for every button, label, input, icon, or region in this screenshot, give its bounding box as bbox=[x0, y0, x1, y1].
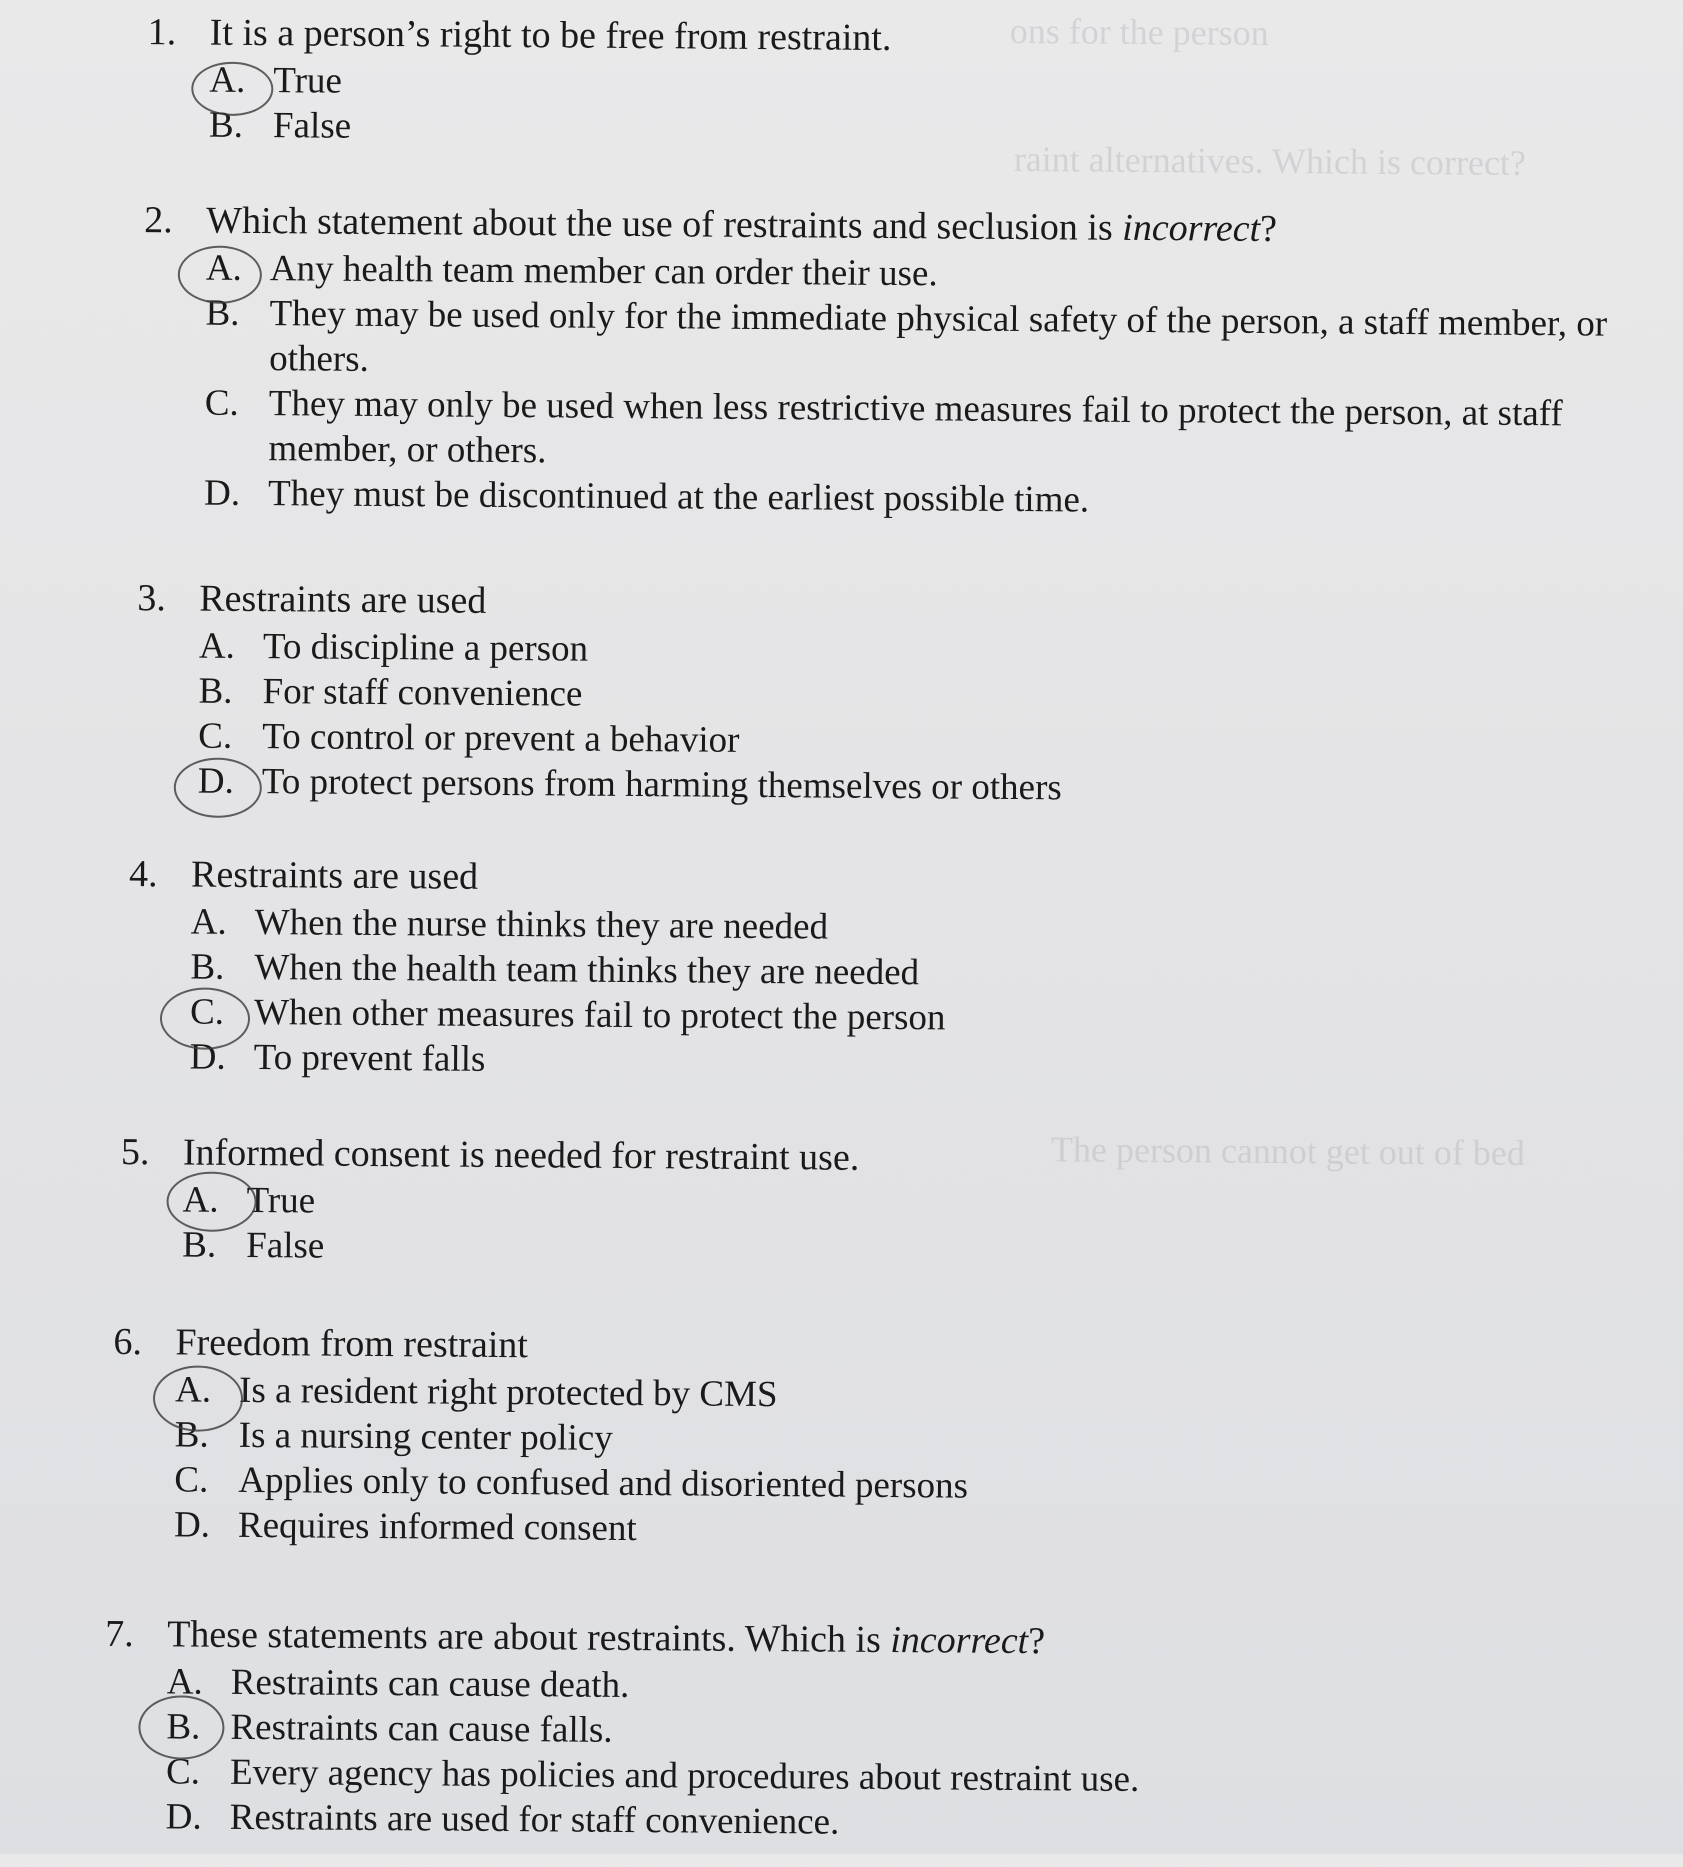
question-number: 5. bbox=[121, 1129, 150, 1175]
question-text: It is a person’s right to be free from restraint. bbox=[210, 10, 892, 61]
question-text-part: These statements are about restraints. Which is bbox=[167, 1613, 890, 1661]
option-c[interactable] bbox=[204, 381, 205, 471]
option-text: To prevent falls bbox=[254, 1035, 486, 1082]
option-text: When other measures fail to protect the person bbox=[254, 990, 946, 1040]
option-text: Restraints can cause falls. bbox=[230, 1705, 613, 1753]
option-letter: A. bbox=[206, 246, 242, 291]
show-through-text: ons for the person bbox=[1010, 10, 1269, 54]
option-text: False bbox=[246, 1223, 324, 1269]
option-text: To protect persons from harming themselves or others bbox=[262, 759, 1062, 810]
question-text: Restraints are used bbox=[199, 576, 486, 624]
question-emphasis: incorrect bbox=[890, 1619, 1028, 1662]
option-letter: B. bbox=[198, 669, 232, 714]
option-text: To discipline a person bbox=[263, 624, 589, 672]
question-text: Restraints are used bbox=[191, 852, 478, 900]
option-text: When the health team thinks they are needed bbox=[254, 945, 919, 995]
option-letter: B. bbox=[175, 1412, 209, 1457]
question-number: 3. bbox=[137, 575, 166, 621]
option-text: To control or prevent a behavior bbox=[262, 714, 740, 763]
option-text: Applies only to confused and disoriented persons bbox=[238, 1458, 968, 1509]
option-letter: A. bbox=[182, 1177, 218, 1222]
answer-circle-mark bbox=[138, 1695, 225, 1760]
option-text: Is a nursing center policy bbox=[239, 1413, 613, 1461]
question-number: 7. bbox=[105, 1611, 134, 1657]
option-letter: D. bbox=[174, 1502, 210, 1547]
option-letter: C. bbox=[198, 714, 232, 759]
option-letter: C. bbox=[205, 381, 239, 426]
question-text-part: ? bbox=[1028, 1620, 1045, 1662]
option-letter: D. bbox=[190, 1035, 226, 1080]
option-b[interactable] bbox=[205, 291, 206, 381]
option-letter: A. bbox=[199, 624, 235, 669]
answer-circle-mark bbox=[160, 987, 250, 1050]
answer-circle-mark bbox=[166, 1171, 256, 1232]
option-text: When the nurse thinks they are needed bbox=[255, 900, 829, 950]
question-number: 6. bbox=[113, 1319, 142, 1365]
answer-circle-mark bbox=[153, 1365, 244, 1432]
option-text: They must be discontinued at the earliest possible time. bbox=[268, 471, 1089, 522]
option-letter: C. bbox=[166, 1749, 200, 1794]
question-number: 4. bbox=[129, 851, 158, 897]
question-emphasis: incorrect bbox=[1122, 207, 1260, 250]
answer-circle-mark bbox=[178, 245, 262, 304]
option-letter: A. bbox=[191, 900, 227, 945]
question-text: Informed consent is needed for restraint use. bbox=[183, 1129, 860, 1180]
option-text: True bbox=[273, 58, 342, 104]
option-text: Any health team member can order their use. bbox=[270, 246, 938, 296]
option-letter: C. bbox=[174, 1457, 208, 1502]
option-text: Restraints are used for staff convenience. bbox=[230, 1795, 840, 1845]
option-letter: D. bbox=[198, 759, 234, 804]
option-letter: B. bbox=[190, 945, 224, 990]
question-text: Freedom from restraint bbox=[175, 1319, 528, 1368]
option-letter: B. bbox=[205, 291, 239, 336]
question-text-part: Which statement about the use of restraints and seclusion is bbox=[206, 200, 1122, 249]
option-text: Requires informed consent bbox=[238, 1503, 637, 1551]
option-text: True bbox=[246, 1178, 315, 1224]
option-text: Is a resident right protected by CMS bbox=[239, 1368, 778, 1417]
option-text: They may be used only for the immediate physical safety of the person, a staff member, or others. bbox=[269, 291, 1650, 392]
question-number: 2. bbox=[144, 197, 173, 243]
answer-circle-mark bbox=[191, 62, 273, 117]
option-letter: B. bbox=[209, 103, 243, 148]
option-letter: D. bbox=[204, 471, 240, 516]
question-text bbox=[206, 198, 1277, 252]
option-letter: A. bbox=[167, 1659, 203, 1704]
option-letter: C. bbox=[190, 990, 224, 1035]
answer-circle-mark bbox=[174, 757, 262, 818]
option-text: They may only be used when less restrictive measures fail to protect the person, at staff member, or others. bbox=[268, 381, 1649, 482]
question-text bbox=[167, 1611, 1045, 1664]
show-through-text: raint alternatives. Which is correct? bbox=[1014, 138, 1526, 184]
option-letter: D. bbox=[166, 1794, 202, 1839]
show-through-text: The person cannot get out of bed bbox=[1051, 1128, 1525, 1174]
option-letter: A. bbox=[175, 1367, 211, 1412]
option-text: For staff convenience bbox=[262, 669, 582, 717]
option-letter: B. bbox=[182, 1222, 216, 1267]
question-text-part: ? bbox=[1260, 208, 1277, 250]
option-text: False bbox=[273, 103, 351, 149]
option-letter: B. bbox=[166, 1704, 200, 1749]
option-text: Restraints can cause death. bbox=[231, 1660, 630, 1708]
option-letter: A. bbox=[209, 58, 245, 103]
question-number: 1. bbox=[148, 9, 177, 55]
option-text: Every agency has policies and procedures about restraint use. bbox=[230, 1750, 1140, 1802]
